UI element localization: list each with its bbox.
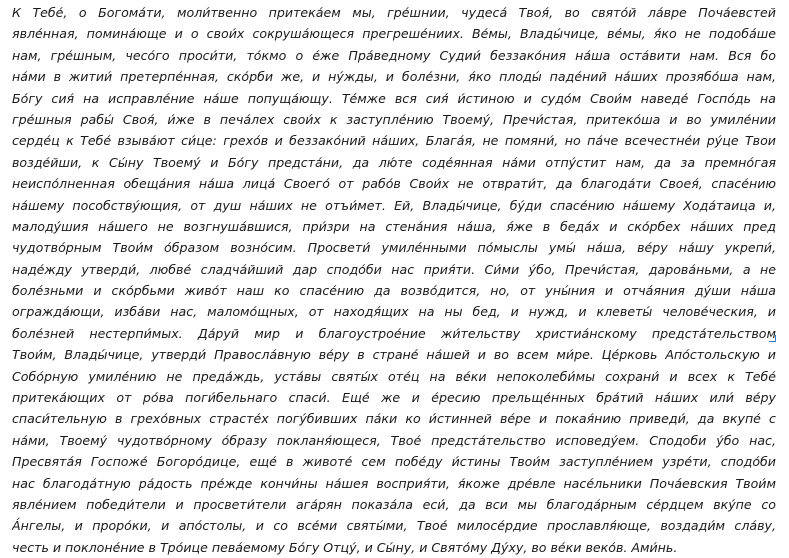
text-line: боле́зней нестерпи́мых. Да́руй мир и благоустрое́ние жи́тельству христиа́нскому предста́тельством: [12, 325, 776, 341]
text-line: Пресвята́я Госпоже́ Богоро́дице, еще́ в животе́ сем побе́ду и́стины Твои́м заступле́нием узре́ти, сподо́би: [12, 454, 776, 470]
text-line: спаси́тельную в грехо́вных страсте́х погу́бивших па́ки ко и́стинней ве́ре и покая́нию приведи́, да вкупе́ с: [12, 411, 776, 427]
text-line: К Тебе́, о Богома́ти, моли́твенно притека́ем мы, гре́шнии, чудеса́ Твоя́, во свято́й ла́вре Поча́евстей: [12, 5, 776, 20]
text-line: честь и поклоне́ние в Тро́ице пева́емому Бо́гу Отцу́, и Сы́ну, и Свято́му Ду́ху, во ве́ки веко́в. Ами́нь.: [12, 539, 678, 555]
text-line: огражда́ющи, изба́ви нас, маломо́щных, от находя́щих на ны бед, и нужд, и клеветы́ челове́ческия, и: [12, 304, 776, 320]
paragraph-mark-icon: [769, 335, 776, 342]
text-line: Собо́рную умиле́нию не преда́ждь, уста́вы святы́х оте́ц на ве́ки непоколеби́мы сохрани́ и всех к Тебе́: [12, 368, 776, 384]
text-line: гре́шныя рабы́ Своя́, и́же в печа́лех свои́х к заступле́нию Твоему́, Пречи́стая, притеко́ша и во умиле́нии: [12, 111, 776, 127]
prayer-text: [12, 2, 776, 558]
text-line: боле́зньми и ско́рбьми живо́т наш ко спасе́нию да возво́дится, но, от уны́ния и отча́яния ду́ши на́ша: [12, 283, 776, 299]
text-line: неиспо́лненная обеща́ния на́ша лица́ Своего́ от рабо́в Свои́х не отврати́т, да благода́ти Своея́, спасе́нию: [12, 176, 776, 192]
text-line: серде́ц к Тебе́ взыва́ют си́це: грехо́в и беззако́ний на́ших, Блага́я, не помяни́, но па́че всечестне́и ру́це Твои: [12, 133, 776, 149]
text-line: нас благода́тную ра́дость пре́жде кончи́ны на́шея восприя́ти, я́коже дре́вле насе́льники Поча́евския Твои́м: [12, 475, 776, 491]
text-line: чудотво́рным Твои́м о́бразом возно́сим. Просвети́ умиле́нными по́мыслы умы́ на́ша, ве́ру на́шу укрепи́,: [12, 240, 776, 256]
text-line: возде́йши, к Сы́ну Твоему́ и Бо́гу предста́ни, да лю́те соде́янная на́ми отпу́стит нам, да за премно́гая: [12, 154, 776, 170]
text-line: притека́ющих от ро́ва поги́бельнаго спаси́. Еще́ же и е́ресию прельще́нных бра́тий на́ших или́ ве́ру: [12, 390, 776, 406]
text-line: на́ми, Твоему́ чудотво́рному о́бразу покланя́ющеся, Твое́ предста́тельство исповеду́ем. Сподоби у́бо нас,: [12, 432, 776, 448]
text-line: А́нгелы, и проро́ки, и апо́столы, и со все́ми святы́ми, Твое́ милосе́рдие прославля́юще, воздади́м сла́ву,: [12, 518, 776, 534]
text-line: явле́нием победи́тели и просвети́тели ага́рян показа́ла еси́, да вси мы благода́рным се́рдцем вку́пе со: [12, 496, 776, 512]
text-line: малоду́шия на́шего не возгнуша́вшися, при́зри на стена́ния на́ша, я́же в беда́х и ско́рбех на́ших пред: [12, 218, 776, 234]
text-line: нам, гре́шным, чесо́го проси́ти, то́кмо о е́же Пра́ведному Судии́ беззако́ния на́ша оста́вити нам. Вся бо: [12, 47, 776, 63]
text-line: наде́жду утверди́, любве́ сладча́йший дар сподо́би нас прия́ти. Си́ми у́бо, Пречи́стая, дарова́ньми, а не: [12, 261, 776, 277]
text-line: явле́нная, помина́юще и о свои́х сокруша́ющеся прегреше́ниих. Ве́мы, Влады́чице, ве́мы, я́ко не подоба́ше: [12, 26, 776, 42]
text-line: Твои́м, Влады́чице, утверди́ Правосла́вную ве́ру в стране́ на́шей и во всем ми́ре. Це́рковь Апо́стольскую и: [12, 347, 776, 363]
text-line: на́ми в житии́ претерпе́нная, ско́рби же, и ну́жды, и боле́зни, я́ко плоды́ паде́ний на́ших прозябо́ша нам,: [12, 69, 776, 85]
text-line: Бо́гу сия́ на исправле́ние на́ше попуща́ющу. Те́мже вся сия́ и́стиною и судо́м Свои́м наведе́ Госпо́дь на: [12, 90, 776, 106]
text-line: на́шему пособству́ющия, от душ на́ших не отъи́мет. Ей, Влады́чице, бу́ди спасе́нию на́шему Хода́таица и,: [12, 197, 776, 213]
